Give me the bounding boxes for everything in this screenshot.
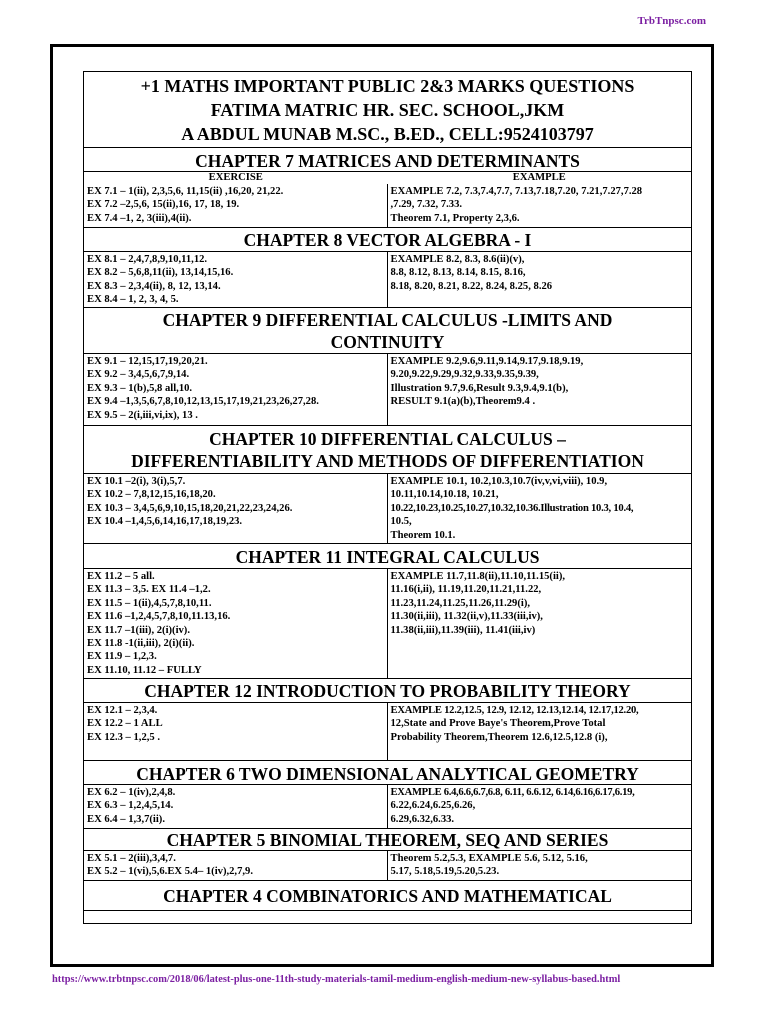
exercise-line: EX 9.4 –1,3,5,6,7,8,10,12,13,15,17,19,21,23,26,27,28. — [87, 396, 319, 408]
chapter-title — [84, 308, 691, 354]
exercise-line: EX 7.4 –1, 2, 3(iii),4(ii). — [87, 212, 192, 224]
example-line: 9.20,9.22,9.29,9.32,9.33,9.35,9.39, — [390, 369, 539, 381]
exercise-line: EX 9.1 – 12,15,17,19,20,21. — [87, 356, 208, 367]
exercise-line: EX 8.2 – 5,6,8,11(ii), 13,14,15,16. — [87, 267, 234, 279]
exercise-line: EX 5.1 – 2(iii),3,4,7. — [87, 853, 176, 864]
exercise-line: EX 6.2 – 1(iv),2,4,8. — [87, 787, 176, 798]
exercise-line: EX 7.1 – 1(ii), 2,3,5,6, 11,15(ii) ,16,20, 21,22. — [87, 186, 284, 197]
chapter-title-line: CONTINUITY — [330, 332, 445, 352]
chapter-title: CHAPTER 6 TWO DIMENSIONAL ANALYTICAL GEOMETRY — [84, 761, 691, 785]
example-line: 10.5, — [390, 516, 412, 528]
example-line: 11.23,11.24,11.25,11.26,11.29(i), — [390, 597, 530, 609]
example-line: 10.22,10.23,10.25,10.27,10.32,10.36.Illustration 10.3, 10.4, — [390, 502, 634, 514]
footer-link[interactable]: https://www.trbtnpsc.com/2018/06/latest-plus-one-11th-study-materials-tamil-medium-english-medium-new-syllabus-based.html — [52, 974, 621, 985]
chapter-title: CHAPTER 8 VECTOR ALGEBRA - I — [84, 228, 691, 252]
example-line: 8.8, 8.12, 8.13, 8.14, 8.15, 8.16, — [390, 267, 526, 279]
exercise-cell — [84, 703, 388, 760]
example-line: EXAMPLE 12.2,12.5, 12.9, 12.12, 12.13,12.14, 12.17,12.20, — [390, 705, 639, 716]
example-line: EXAMPLE 9.2,9.6,9.11,9.14,9.17,9.18,9.19, — [390, 356, 584, 367]
exercise-line: EX 9.2 – 3,4,5,6,7,9,14. — [87, 369, 190, 381]
exercise-line: EX 11.6 –1,2,4,5,7,8,10,11.13,16. — [87, 611, 231, 623]
document-header — [84, 72, 691, 148]
example-cell — [388, 785, 692, 828]
exercise-line: EX 12.3 – 1,2,5 . — [87, 731, 160, 743]
chapter-row — [84, 184, 691, 228]
example-line: 5.17, 5.18,5.19,5.20,5.23. — [390, 866, 500, 878]
column-header-exercise: EXERCISE — [208, 172, 263, 183]
example-line: 6.22,6.24,6.25,6.26, — [390, 800, 476, 812]
exercise-cell — [84, 785, 388, 828]
example-line: EXAMPLE 11.7,11.8(ii),11.10,11.15(ii), — [390, 571, 566, 582]
example-cell — [388, 851, 692, 880]
exercise-line: EX 6.4 – 1,3,7(ii). — [87, 813, 165, 825]
example-line: 8.18, 8.20, 8.21, 8.22, 8.24, 8.25, 8.26 — [390, 280, 553, 292]
exercise-line: EX 9.5 – 2(i,iii,vi,ix), 13 . — [87, 409, 198, 421]
header-line-3: A ABDUL MUNAB M.SC., B.ED., CELL:9524103797 — [181, 124, 594, 144]
exercise-cell — [84, 474, 388, 543]
example-line: ,7.29, 7.32, 7.33. — [390, 199, 463, 211]
exercise-line: EX 11.5 – 1(ii),4,5,7,8,10,11. — [87, 597, 212, 609]
example-line: Probability Theorem,Theorem 12.6,12.5,12.8 (i), — [390, 731, 608, 743]
exercise-line: EX 5.2 – 1(vi),5,6.EX 5.4– 1(iv),2,7,9. — [87, 866, 253, 878]
exercise-line: EX 9.3 – 1(b),5,8 all,10. — [87, 382, 193, 394]
exercise-line: EX 10.4 –1,4,5,6,14,16,17,18,19,23. — [87, 516, 243, 528]
example-line: 6.29,6.32,6.33. — [390, 813, 455, 825]
chapter-row — [84, 703, 691, 761]
exercise-line: EX 10.1 –2(i), 3(i),5,7. — [87, 476, 186, 487]
content-table — [83, 71, 692, 924]
exercise-line: EX 12.1 – 2,3,4. — [87, 705, 158, 716]
example-cell — [388, 184, 692, 227]
exercise-cell — [84, 252, 388, 307]
exercise-line: EX 8.1 – 2,4,7,8,9,10,11,12. — [87, 254, 208, 265]
exercise-line: EX 8.3 – 2,3,4(ii), 8, 12, 13,14. — [87, 280, 221, 292]
exercise-line: EX 10.3 – 3,4,5,6,9,10,15,18,20,21,22,23,24,26. — [87, 502, 293, 514]
example-line: Theorem 5.2,5.3, EXAMPLE 5.6, 5.12, 5.16, — [390, 853, 588, 864]
example-line: Theorem 10.1. — [390, 529, 456, 541]
exercise-cell — [84, 354, 388, 425]
chapter-title — [84, 426, 691, 474]
chapter-title: CHAPTER 5 BINOMIAL THEOREM, SEQ AND SERIES — [84, 829, 691, 851]
chapter-title-line: CHAPTER 9 DIFFERENTIAL CALCULUS -LIMITS AND — [162, 310, 613, 330]
chapter-title: CHAPTER 11 INTEGRAL CALCULUS — [84, 544, 691, 569]
exercise-line: EX 11.7 –1(iii), 2(i)(iv). — [87, 624, 190, 636]
chapter-row — [84, 354, 691, 426]
header-line-1: +1 MATHS IMPORTANT PUBLIC 2&3 MARKS QUESTIONS — [140, 76, 635, 96]
exercise-line: EX 7.2 –2,5,6, 15(ii),16, 17, 18, 19. — [87, 199, 240, 211]
example-line: EXAMPLE 6.4,6.6,6.7,6.8, 6.11, 6.6.12, 6.14,6.16,6.17,6.19, — [390, 787, 635, 798]
exercise-line: EX 11.3 – 3,5. EX 11.4 –1,2. — [87, 584, 211, 596]
example-cell — [388, 703, 692, 760]
example-line: RESULT 9.1(a)(b),Theorem9.4 . — [390, 396, 536, 408]
exercise-cell — [84, 851, 388, 880]
chapter-row — [84, 785, 691, 829]
example-line: EXAMPLE 7.2, 7.3,7.4,7.7, 7.13,7.18,7.20, 7.21,7.27,7.28 — [390, 186, 643, 197]
exercise-line: EX 11.2 – 5 all. — [87, 571, 155, 582]
example-line: 12,State and Prove Baye's Theorem,Prove Total — [390, 718, 606, 730]
exercise-line: EX 12.2 – 1 ALL — [87, 718, 163, 730]
example-cell — [388, 569, 692, 678]
example-line: 11.16(i,ii), 11.19,11.20,11.21,11.22, — [390, 584, 542, 596]
column-header-example: EXAMPLE — [512, 172, 566, 183]
example-line: Illustration 9.7,9.6,Result 9.3,9.4,9.1(b), — [390, 382, 569, 394]
chapter-title-line: CHAPTER 10 DIFFERENTIAL CALCULUS – — [209, 429, 566, 449]
exercise-line: EX 8.4 – 1, 2, 3, 4, 5. — [87, 294, 179, 306]
exercise-line: EX 11.8 -1(ii,iii), 2(i)(ii). — [87, 638, 195, 650]
chapter-row — [84, 474, 691, 544]
page-frame — [50, 44, 714, 967]
exercise-line: EX 6.3 – 1,2,4,5,14. — [87, 800, 174, 812]
exercise-line: EX 11.9 – 1,2,3. — [87, 651, 157, 663]
chapter-title: CHAPTER 12 INTRODUCTION TO PROBABILITY THEORY — [84, 679, 691, 703]
chapter-row — [84, 569, 691, 679]
header-line-2: FATIMA MATRIC HR. SEC. SCHOOL,JKM — [210, 100, 565, 120]
chapter-title: CHAPTER 4 COMBINATORICS AND MATHEMATICAL — [84, 881, 691, 911]
exercise-line: EX 11.10, 11.12 – FULLY — [87, 664, 202, 676]
chapter-title: CHAPTER 7 MATRICES AND DETERMINANTS — [84, 148, 691, 172]
chapter-row — [84, 851, 691, 881]
site-tag: TrbTnpsc.com — [637, 15, 706, 27]
exercise-cell — [84, 184, 388, 227]
example-line: EXAMPLE 10.1, 10.2,10.3,10.7(iv,v,vi,viii), 10.9, — [390, 476, 608, 487]
example-cell — [388, 354, 692, 425]
example-line: 11.30(ii,iii), 11.32(ii,v),11.33(iii,iv), — [390, 611, 543, 623]
example-line: 11.38(ii,iii),11.39(iii), 11.41(iii,iv) — [390, 624, 536, 636]
example-line: 10.11,10.14,10.18, 10.21, — [390, 489, 499, 501]
example-line: EXAMPLE 8.2, 8.3, 8.6(ii)(v), — [390, 254, 525, 265]
example-line: Theorem 7.1, Property 2,3,6. — [390, 212, 520, 224]
example-cell — [388, 474, 692, 543]
exercise-cell — [84, 569, 388, 678]
example-cell — [388, 252, 692, 307]
chapter-row — [84, 252, 691, 308]
chapter-title-line: DIFFERENTIABILITY AND METHODS OF DIFFERENTIATION — [131, 451, 644, 471]
column-header-row — [84, 172, 691, 184]
exercise-line: EX 10.2 – 7,8,12,15,16,18,20. — [87, 489, 216, 501]
